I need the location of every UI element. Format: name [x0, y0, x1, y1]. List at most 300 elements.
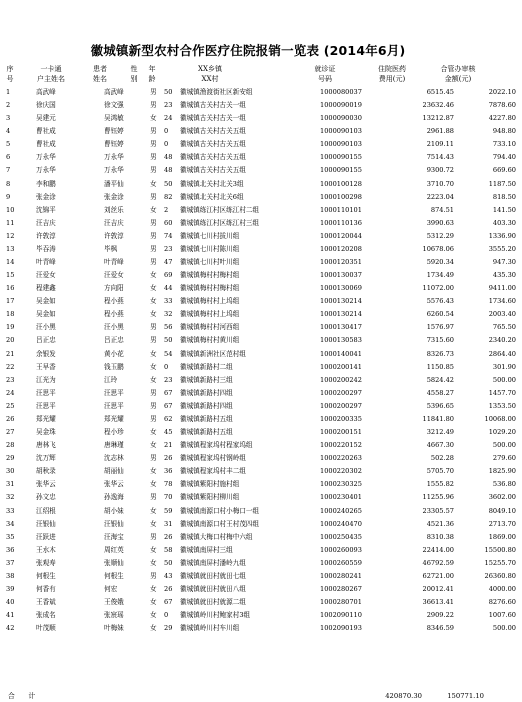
cell-patient-name: 沈志林 — [104, 454, 124, 463]
cell-patient-name: 毕枫 — [104, 244, 118, 253]
cell-total-cost: 2961.88 — [426, 127, 454, 136]
cell-sex: 男 — [150, 571, 157, 580]
cell-household-head: 吴金如 — [36, 297, 56, 306]
cell-age: 67 — [164, 598, 173, 607]
cell-reimbursed-amount: 2340.20 — [488, 336, 516, 345]
cell-age: 78 — [164, 480, 173, 489]
cell-household-head: 何根生 — [36, 571, 56, 580]
cell-sex: 女 — [150, 310, 157, 319]
cell-village: 徽城镇梅村村上坞组 — [180, 297, 240, 306]
cell-card-number: 1000130214 — [320, 297, 362, 306]
cell-household-head: 张华云 — [36, 480, 56, 489]
cell-total-cost: 2109.11 — [426, 140, 454, 149]
cell-reimbursed-amount: 1869.00 — [488, 532, 516, 541]
cell-seq: 27 — [6, 428, 15, 437]
cell-patient-name: 王俊娥 — [104, 598, 124, 607]
cell-age: 0 — [164, 362, 169, 371]
cell-village: 徽城镇七川村拔川组 — [180, 231, 240, 240]
cell-sex: 男 — [150, 218, 157, 227]
cell-total-cost: 5920.34 — [426, 258, 454, 267]
cell-patient-name: 黄小花 — [104, 349, 124, 358]
header-household-2: 户主姓名 — [37, 75, 65, 83]
cell-sex: 男 — [150, 192, 157, 201]
cell-village: 徽城镇南源口村小梅口一组 — [180, 506, 260, 515]
cell-village: 徽城镇练江村区练江村二组 — [180, 205, 260, 214]
cell-village: 徽城镇程家坞村程家坞组 — [180, 441, 253, 450]
cell-sex: 男 — [150, 401, 157, 410]
cell-age: 54 — [164, 349, 173, 358]
cell-age: 82 — [164, 192, 173, 201]
cell-card-number: 1000220152 — [320, 441, 362, 450]
cell-sex: 女 — [150, 480, 157, 489]
cell-household-head: 江光为 — [36, 375, 56, 384]
cell-reimbursed-amount: 1353.50 — [488, 401, 516, 410]
cell-total-cost: 5824.42 — [426, 375, 454, 384]
cell-seq: 29 — [6, 454, 15, 463]
cell-village: 徽城镇古关村古关五组 — [180, 153, 246, 162]
cell-patient-name: 潘平仙 — [104, 179, 124, 188]
cell-patient-name: 汪爱女 — [104, 271, 124, 280]
cell-patient-name: 张华云 — [104, 480, 124, 489]
cell-sex: 男 — [150, 127, 157, 136]
totals-cost: 420870.30 — [385, 692, 422, 700]
cell-patient-name: 方向阳 — [104, 284, 124, 293]
cell-card-number: 1000250435 — [320, 532, 362, 541]
cell-total-cost: 3212.49 — [426, 428, 454, 437]
cell-seq: 34 — [6, 519, 15, 528]
cell-household-head: 曹社成 — [36, 140, 56, 149]
cell-card-number: 1000090155 — [320, 166, 362, 175]
cell-seq: 32 — [6, 493, 15, 502]
cell-seq: 20 — [6, 336, 15, 345]
cell-reimbursed-amount: 301.90 — [492, 362, 516, 371]
cell-seq: 9 — [6, 192, 11, 201]
cell-sex: 女 — [150, 114, 157, 123]
cell-total-cost: 11072.00 — [422, 284, 454, 293]
cell-reimbursed-amount: 733.10 — [492, 140, 516, 149]
cell-total-cost: 1576.97 — [426, 323, 454, 332]
cell-village: 徽城镇新路村四组 — [180, 388, 233, 397]
table-row — [0, 374, 522, 387]
cell-total-cost: 4521.36 — [426, 519, 454, 528]
cell-seq: 33 — [6, 506, 15, 515]
cell-patient-name: 曹钰婷 — [104, 140, 124, 149]
cell-seq: 4 — [6, 127, 11, 136]
table-row — [0, 151, 522, 164]
cell-total-cost: 1555.82 — [426, 480, 454, 489]
header-village-1: XX乡镇 — [198, 65, 222, 73]
cell-card-number: 1000130069 — [320, 284, 362, 293]
cell-total-cost: 8326.73 — [426, 349, 454, 358]
totals-row — [0, 690, 496, 702]
table-row — [0, 465, 522, 478]
cell-village: 徽城镇梅村村梅村组 — [180, 284, 240, 293]
cell-seq: 19 — [6, 323, 15, 332]
cell-village: 徽城镇就田村就田七组 — [180, 571, 246, 580]
cell-village: 徽城镇新路村二组 — [180, 362, 233, 371]
cell-household-head: 叶茂顺 — [36, 624, 56, 633]
cell-patient-name: 胡小妹 — [104, 506, 124, 515]
cell-total-cost: 2909.22 — [426, 611, 454, 620]
header-patient-1: 患者 — [93, 65, 107, 73]
cell-total-cost: 6515.45 — [426, 88, 454, 96]
cell-card-number: 1000200151 — [320, 428, 362, 437]
cell-patient-name: 程小珍 — [104, 428, 124, 437]
cell-total-cost: 874.51 — [430, 205, 454, 214]
table-row — [0, 609, 522, 622]
cell-total-cost: 5396.65 — [426, 401, 454, 410]
cell-total-cost: 13212.87 — [422, 114, 454, 123]
cell-age: 33 — [164, 297, 173, 306]
table-row — [0, 86, 522, 99]
cell-patient-name: 徐文强 — [104, 101, 124, 110]
cell-total-cost: 7514.43 — [426, 153, 454, 162]
cell-seq: 37 — [6, 558, 15, 567]
cell-total-cost: 23632.46 — [422, 101, 454, 110]
cell-age: 31 — [164, 519, 173, 528]
header-sex-1: 性 — [130, 65, 138, 73]
cell-age: 26 — [164, 532, 173, 541]
cell-seq: 22 — [6, 362, 15, 371]
cell-card-number: 1000200297 — [320, 388, 362, 397]
cell-sex: 男 — [150, 336, 157, 345]
cell-household-head: 余银发 — [36, 349, 56, 358]
cell-seq: 38 — [6, 571, 15, 580]
cell-reimbursed-amount: 3555.20 — [488, 244, 516, 253]
cell-age: 50 — [164, 558, 173, 567]
table-row — [0, 505, 522, 518]
cell-total-cost: 5576.43 — [426, 297, 454, 306]
cell-card-number: 1000220263 — [320, 454, 362, 463]
cell-sex: 女 — [150, 519, 157, 528]
cell-village: 徽城镇新路村五组 — [180, 428, 233, 437]
cell-card-number: 1000090155 — [320, 153, 362, 162]
header-reimburse-1: 合管办审核 — [440, 65, 476, 73]
cell-sex: 男 — [150, 454, 157, 463]
cell-seq: 31 — [6, 480, 15, 489]
cell-household-head: 李和鹏 — [36, 179, 56, 188]
cell-patient-name: 叶梅妹 — [104, 624, 124, 633]
table-row — [0, 544, 522, 557]
cell-reimbursed-amount: 9411.00 — [488, 284, 516, 293]
cell-sex: 女 — [150, 467, 157, 476]
totals-reimburse: 150771.10 — [447, 692, 484, 700]
cell-seq: 14 — [6, 258, 15, 267]
cell-age: 47 — [164, 258, 173, 267]
cell-household-head: 汪吉庆 — [36, 218, 56, 227]
cell-seq: 11 — [6, 218, 15, 227]
cell-total-cost: 1150.85 — [426, 362, 454, 371]
cell-household-head: 王早香 — [36, 362, 56, 371]
cell-age: 45 — [164, 428, 173, 437]
reimbursement-table — [0, 86, 522, 635]
cell-sex: 男 — [150, 244, 157, 253]
cell-village: 徽城镇梅村村梅村组 — [180, 271, 240, 280]
cell-age: 62 — [164, 414, 173, 423]
cell-age: 69 — [164, 271, 173, 280]
cell-card-number: 1000090019 — [320, 101, 362, 110]
header-age-1: 年 — [148, 65, 156, 73]
cell-age: 58 — [164, 545, 173, 554]
table-row — [0, 518, 522, 531]
cell-reimbursed-amount: 794.40 — [492, 153, 516, 162]
table-row — [0, 361, 522, 374]
table-row — [0, 204, 522, 217]
cell-patient-name: 钱玉鹏 — [104, 362, 124, 371]
cell-age: 0 — [164, 127, 169, 136]
cell-household-head: 叶青峰 — [36, 258, 56, 267]
cell-card-number: 1000090103 — [320, 140, 362, 149]
page-title: 徽城镇新型农村合作医疗住院报销一览表 (2014年6月) — [90, 43, 406, 58]
cell-age: 60 — [164, 218, 173, 227]
cell-seq: 21 — [6, 349, 15, 358]
cell-card-number: 1000130037 — [320, 271, 362, 280]
cell-card-number: 1000090103 — [320, 127, 362, 136]
cell-reimbursed-amount: 1187.50 — [488, 179, 516, 188]
cell-reimbursed-amount: 1457.70 — [488, 388, 516, 397]
cell-age: 67 — [164, 401, 173, 410]
cell-card-number: 1000200242 — [320, 375, 362, 384]
cell-village: 徽城镇岭川村车川组 — [180, 624, 240, 633]
cell-reimbursed-amount: 3602.00 — [488, 493, 516, 502]
cell-card-number: 1000100128 — [320, 179, 362, 188]
cell-seq: 13 — [6, 244, 15, 253]
table-row — [0, 178, 522, 191]
totals-label: 合 计 — [8, 692, 36, 700]
cell-sex: 女 — [150, 179, 157, 188]
cell-seq: 2 — [6, 101, 11, 110]
cell-age: 48 — [164, 153, 173, 162]
cell-sex: 女 — [150, 584, 157, 593]
cell-household-head: 王水木 — [36, 545, 56, 554]
cell-sex: 女 — [150, 624, 157, 633]
header-patient-2: 姓名 — [93, 75, 107, 83]
cell-sex: 女 — [150, 545, 157, 554]
cell-village: 徽城镇古关村古关五组 — [180, 166, 246, 175]
table-row — [0, 400, 522, 413]
cell-reimbursed-amount: 26360.80 — [484, 571, 516, 580]
cell-card-number: 1000240265 — [320, 506, 362, 515]
cell-sex: 男 — [150, 88, 157, 96]
cell-village: 徽城镇南屏村三组 — [180, 545, 233, 554]
cell-total-cost: 10678.06 — [422, 244, 454, 253]
header-cost-1: 住院医药 — [378, 65, 406, 73]
table-row — [0, 295, 522, 308]
cell-village: 徽城镇就田村就源二组 — [180, 598, 246, 607]
cell-reimbursed-amount: 948.80 — [492, 127, 516, 136]
cell-patient-name: 高武峰 — [104, 88, 124, 96]
cell-total-cost: 5705.70 — [426, 467, 454, 476]
table-row — [0, 622, 522, 635]
cell-sex: 男 — [150, 532, 157, 541]
cell-seq: 10 — [6, 205, 15, 214]
cell-reimbursed-amount: 15500.80 — [484, 545, 516, 554]
cell-total-cost: 46792.59 — [422, 558, 454, 567]
cell-card-number: 1000130583 — [320, 336, 362, 345]
cell-card-number: 1000080037 — [320, 88, 362, 96]
cell-card-number: 1000280701 — [320, 598, 362, 607]
cell-sex: 女 — [150, 441, 157, 450]
cell-village: 徽城镇古关村古关一组 — [180, 114, 246, 123]
cell-reimbursed-amount: 279.60 — [492, 454, 516, 463]
cell-seq: 1 — [6, 88, 11, 96]
cell-household-head: 吴金珠 — [36, 428, 56, 437]
cell-patient-name: 汪小黑 — [104, 323, 124, 332]
cell-age: 23 — [164, 101, 173, 110]
cell-reimbursed-amount: 500.00 — [492, 441, 516, 450]
cell-total-cost: 8310.38 — [426, 532, 454, 541]
cell-patient-name: 孙逸海 — [104, 493, 124, 502]
cell-patient-name: 吴鸿敏 — [104, 114, 124, 123]
cell-age: 50 — [164, 336, 173, 345]
cell-household-head: 张金涂 — [36, 192, 56, 201]
header-age-2: 龄 — [148, 75, 156, 83]
cell-patient-name: 叶青峰 — [104, 258, 124, 267]
cell-patient-name: 汪吉庆 — [104, 218, 124, 227]
cell-card-number: 1000100298 — [320, 192, 362, 201]
table-row — [0, 557, 522, 570]
cell-total-cost: 4667.30 — [426, 441, 454, 450]
cell-household-head: 高武峰 — [36, 88, 56, 96]
cell-seq: 25 — [6, 401, 15, 410]
cell-household-head: 胡秋录 — [36, 467, 56, 476]
cell-card-number: 1000260559 — [320, 558, 362, 567]
cell-total-cost: 3710.70 — [426, 179, 454, 188]
cell-age: 29 — [164, 624, 173, 633]
cell-household-head: 何香有 — [36, 584, 56, 593]
cell-total-cost: 11841.80 — [422, 414, 454, 423]
table-row — [0, 439, 522, 452]
cell-card-number: 1002090110 — [320, 611, 362, 620]
cell-total-cost: 2223.04 — [426, 192, 454, 201]
cell-village: 徽城镇古关村古关五组 — [180, 140, 246, 149]
cell-age: 50 — [164, 88, 173, 96]
cell-village: 徽城镇程家坞村钢岭组 — [180, 454, 246, 463]
cell-reimbursed-amount: 2022.10 — [488, 88, 516, 96]
cell-reimbursed-amount: 435.30 — [492, 271, 516, 280]
cell-sex: 女 — [150, 375, 157, 384]
cell-seq: 40 — [6, 598, 15, 607]
cell-village: 徽城镇新路村五组 — [180, 414, 233, 423]
table-row — [0, 99, 522, 112]
table-row — [0, 387, 522, 400]
cell-total-cost: 62721.00 — [422, 571, 454, 580]
cell-card-number: 1000240470 — [320, 519, 362, 528]
cell-total-cost: 5312.29 — [426, 231, 454, 240]
cell-patient-name: 许敦淳 — [104, 231, 124, 240]
cell-age: 23 — [164, 375, 173, 384]
cell-card-number: 1000260093 — [320, 545, 362, 554]
cell-sex: 女 — [150, 598, 157, 607]
table-row — [0, 269, 522, 282]
cell-patient-name: 周红英 — [104, 545, 124, 554]
cell-patient-name: 郑光耀 — [104, 414, 124, 423]
cell-age: 0 — [164, 140, 169, 149]
cell-card-number: 1000130417 — [320, 323, 362, 332]
table-row — [0, 308, 522, 321]
cell-age: 59 — [164, 506, 173, 515]
cell-total-cost: 3990.63 — [426, 218, 454, 227]
table-row — [0, 452, 522, 465]
cell-sex: 女 — [150, 205, 157, 214]
cell-reimbursed-amount: 1029.20 — [488, 428, 516, 437]
cell-patient-name: 张宸瑶 — [104, 611, 124, 620]
table-row — [0, 426, 522, 439]
table-row — [0, 138, 522, 151]
cell-seq: 35 — [6, 532, 15, 541]
cell-seq: 8 — [6, 179, 11, 188]
table-row — [0, 321, 522, 334]
cell-seq: 12 — [6, 231, 15, 240]
cell-reimbursed-amount: 8276.60 — [488, 598, 516, 607]
cell-card-number: 1000280267 — [320, 584, 362, 593]
cell-village: 徽城镇古关村古关一组 — [180, 101, 246, 110]
table-row — [0, 478, 522, 491]
table-row — [0, 596, 522, 609]
cell-village: 徽城镇南屏村潘岭九组 — [180, 558, 246, 567]
cell-household-head: 汪跃进 — [36, 532, 56, 541]
cell-reimbursed-amount: 1007.60 — [488, 611, 516, 620]
cell-household-head: 王香斌 — [36, 598, 56, 607]
header-reimburse-2: 金额(元) — [444, 75, 472, 83]
cell-age: 70 — [164, 493, 173, 502]
cell-patient-name: 张顺仙 — [104, 558, 124, 567]
cell-seq: 26 — [6, 414, 15, 423]
cell-card-number: 1000200335 — [320, 414, 362, 423]
cell-household-head: 汪思平 — [36, 388, 56, 397]
cell-household-head: 张成名 — [36, 611, 56, 620]
cell-household-head: 汪小黑 — [36, 323, 56, 332]
cell-reimbursed-amount: 536.80 — [492, 480, 516, 489]
cell-village: 徽城镇练江村区练江村三组 — [180, 218, 260, 227]
cell-seq: 28 — [6, 441, 15, 450]
cell-household-head: 吴金如 — [36, 310, 56, 319]
cell-patient-name: 汪海宝 — [104, 532, 124, 541]
cell-sex: 女 — [150, 284, 157, 293]
cell-seq: 42 — [6, 624, 15, 633]
cell-patient-name: 张金涂 — [104, 192, 124, 201]
cell-village: 徽城镇程家坞村丰二组 — [180, 467, 246, 476]
cell-household-head: 万永华 — [36, 153, 56, 162]
cell-reimbursed-amount: 4227.80 — [488, 114, 516, 123]
cell-village: 徽城镇梅村村黄川组 — [180, 336, 240, 345]
cell-total-cost: 20012.41 — [422, 584, 454, 593]
cell-seq: 3 — [6, 114, 11, 123]
cell-card-number: 1000230401 — [320, 493, 362, 502]
table-row — [0, 125, 522, 138]
cell-seq: 30 — [6, 467, 15, 476]
cell-total-cost: 8346.59 — [426, 624, 454, 633]
cell-village: 徽城镇新洲社区范村组 — [180, 349, 246, 358]
cell-household-head: 沈万辉 — [36, 454, 56, 463]
cell-household-head: 毕吞涛 — [36, 244, 56, 253]
table-row — [0, 230, 522, 243]
cell-household-head: 程建鑫 — [36, 284, 56, 293]
cell-patient-name: 汪银仙 — [104, 519, 124, 528]
cell-sex: 女 — [150, 611, 157, 620]
cell-reimbursed-amount: 15255.70 — [484, 558, 516, 567]
cell-card-number: 1000200297 — [320, 401, 362, 410]
cell-sex: 女 — [150, 428, 157, 437]
cell-household-head: 汪思平 — [36, 401, 56, 410]
cell-reimbursed-amount: 2713.70 — [488, 519, 516, 528]
cell-village: 徽城镇古关村古关五组 — [180, 127, 246, 136]
table-header — [0, 64, 496, 84]
cell-age: 21 — [164, 441, 173, 450]
cell-seq: 15 — [6, 271, 15, 280]
header-card-2: 号码 — [318, 75, 332, 83]
cell-patient-name: 程小燕 — [104, 310, 124, 319]
